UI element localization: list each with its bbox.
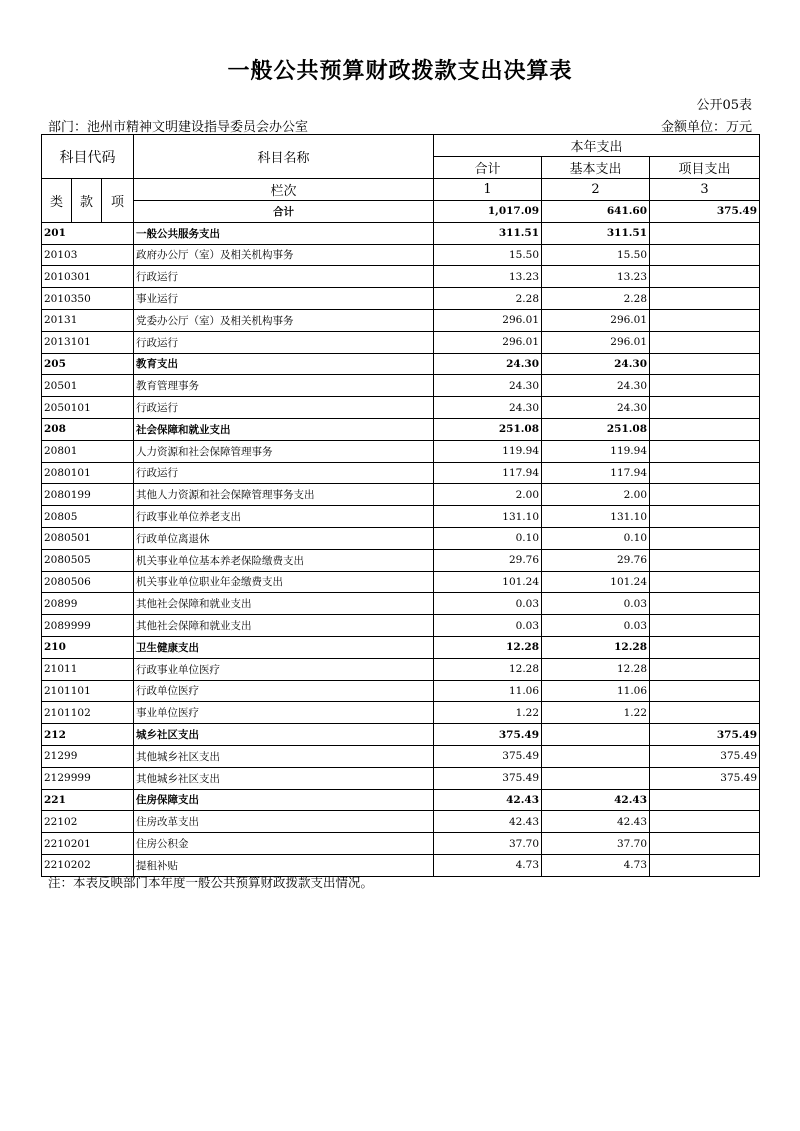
row-code: 2089999 [42, 615, 134, 637]
row-name: 事业运行 [134, 288, 434, 310]
table-row [42, 833, 760, 855]
row-code: 20805 [42, 506, 134, 528]
row-code: 2080199 [42, 484, 134, 506]
total-basic: 641.60 [542, 201, 650, 223]
row-basic: 2.00 [542, 484, 650, 506]
row-total: 2.00 [434, 484, 542, 506]
row-code: 2080505 [42, 549, 134, 571]
table-row [42, 658, 760, 680]
row-code: 2210202 [42, 854, 134, 876]
row-basic: 37.70 [542, 833, 650, 855]
table-row [42, 593, 760, 615]
header-kuan: 款 [72, 179, 102, 223]
header-xiang: 项 [102, 179, 134, 223]
table-row [42, 702, 760, 724]
table-row [42, 680, 760, 702]
row-total: 42.43 [434, 789, 542, 811]
table-row [42, 789, 760, 811]
header-col-3: 3 [650, 179, 760, 201]
row-project [650, 266, 760, 288]
table-row [42, 418, 760, 440]
table-row [42, 462, 760, 484]
total-amount: 1,017.09 [434, 201, 542, 223]
row-code: 2101102 [42, 702, 134, 724]
table-row [42, 222, 760, 244]
row-code: 2010350 [42, 288, 134, 310]
row-basic: 251.08 [542, 418, 650, 440]
row-name: 行政运行 [134, 331, 434, 353]
row-total: 24.30 [434, 375, 542, 397]
department-label: 部门：池州市精神文明建设指导委员会办公室 [48, 120, 309, 135]
row-code: 2210201 [42, 833, 134, 855]
row-basic [542, 767, 650, 789]
row-basic: 0.03 [542, 615, 650, 637]
row-project [650, 833, 760, 855]
row-basic: 117.94 [542, 462, 650, 484]
table-row [42, 440, 760, 462]
row-project [650, 418, 760, 440]
row-total: 15.50 [434, 244, 542, 266]
row-total: 4.73 [434, 854, 542, 876]
row-project [650, 462, 760, 484]
total-project: 375.49 [650, 201, 760, 223]
total-row [42, 201, 760, 223]
header-annual-expense: 本年支出 [434, 135, 760, 157]
row-total: 375.49 [434, 724, 542, 746]
row-code: 221 [42, 789, 134, 811]
row-project [650, 571, 760, 593]
table-row [42, 506, 760, 528]
row-code: 205 [42, 353, 134, 375]
header-project: 项目支出 [650, 157, 760, 179]
row-code: 2050101 [42, 397, 134, 419]
header-col-2: 2 [542, 179, 650, 201]
row-project [650, 331, 760, 353]
row-name: 机关事业单位职业年金缴费支出 [134, 571, 434, 593]
expenditure-table [41, 134, 760, 877]
table-row [42, 811, 760, 833]
row-name: 其他社会保障和就业支出 [134, 615, 434, 637]
row-code: 201 [42, 222, 134, 244]
table-row [42, 309, 760, 331]
table-row [42, 724, 760, 746]
row-basic [542, 745, 650, 767]
row-total: 251.08 [434, 418, 542, 440]
row-total: 42.43 [434, 811, 542, 833]
row-name: 党委办公厅（室）及相关机构事务 [134, 309, 434, 331]
row-basic: 296.01 [542, 331, 650, 353]
row-basic: 101.24 [542, 571, 650, 593]
row-project [650, 702, 760, 724]
row-name: 其他城乡社区支出 [134, 745, 434, 767]
row-code: 20103 [42, 244, 134, 266]
table-row [42, 615, 760, 637]
row-project [650, 375, 760, 397]
row-basic: 119.94 [542, 440, 650, 462]
row-project [650, 527, 760, 549]
header-col-1: 1 [434, 179, 542, 201]
row-total: 119.94 [434, 440, 542, 462]
table-row [42, 571, 760, 593]
row-total: 296.01 [434, 331, 542, 353]
row-code: 2010301 [42, 266, 134, 288]
header-subject-code: 科目代码 [42, 135, 134, 179]
row-code: 21011 [42, 658, 134, 680]
row-name: 住房保障支出 [134, 789, 434, 811]
row-project [650, 549, 760, 571]
row-code: 208 [42, 418, 134, 440]
row-name: 行政单位离退休 [134, 527, 434, 549]
row-total: 13.23 [434, 266, 542, 288]
row-project [650, 854, 760, 876]
row-name: 机关事业单位基本养老保险缴费支出 [134, 549, 434, 571]
row-total: 11.06 [434, 680, 542, 702]
row-total: 131.10 [434, 506, 542, 528]
row-name: 行政单位医疗 [134, 680, 434, 702]
row-project: 375.49 [650, 724, 760, 746]
form-number: 公开05表 [696, 98, 752, 113]
row-basic: 13.23 [542, 266, 650, 288]
row-basic: 12.28 [542, 658, 650, 680]
row-code: 21299 [42, 745, 134, 767]
row-name: 教育支出 [134, 353, 434, 375]
row-basic: 0.10 [542, 527, 650, 549]
table-row [42, 636, 760, 658]
row-basic: 12.28 [542, 636, 650, 658]
row-project [650, 680, 760, 702]
row-name: 住房公积金 [134, 833, 434, 855]
row-name: 城乡社区支出 [134, 724, 434, 746]
row-name: 社会保障和就业支出 [134, 418, 434, 440]
row-total: 24.30 [434, 397, 542, 419]
table-row [42, 288, 760, 310]
table-row [42, 527, 760, 549]
row-name: 事业单位医疗 [134, 702, 434, 724]
row-project [650, 309, 760, 331]
total-label: 合计 [134, 201, 434, 223]
row-name: 一般公共服务支出 [134, 222, 434, 244]
row-code: 2129999 [42, 767, 134, 789]
row-code: 20801 [42, 440, 134, 462]
row-basic: 0.03 [542, 593, 650, 615]
header-subject-name: 科目名称 [134, 135, 434, 179]
row-basic: 42.43 [542, 811, 650, 833]
row-code: 2080506 [42, 571, 134, 593]
page-title: 一般公共预算财政拨款支出决算表 [227, 59, 573, 84]
row-basic: 29.76 [542, 549, 650, 571]
row-total: 12.28 [434, 658, 542, 680]
row-code: 2101101 [42, 680, 134, 702]
row-total: 1.22 [434, 702, 542, 724]
row-name: 教育管理事务 [134, 375, 434, 397]
table-row [42, 244, 760, 266]
row-code: 2080501 [42, 527, 134, 549]
table-row [42, 397, 760, 419]
header-total: 合计 [434, 157, 542, 179]
row-total: 0.10 [434, 527, 542, 549]
row-basic: 2.28 [542, 288, 650, 310]
row-name: 其他城乡社区支出 [134, 767, 434, 789]
row-project: 375.49 [650, 767, 760, 789]
row-total: 37.70 [434, 833, 542, 855]
row-name: 行政事业单位养老支出 [134, 506, 434, 528]
row-basic: 11.06 [542, 680, 650, 702]
row-basic: 311.51 [542, 222, 650, 244]
row-code: 20501 [42, 375, 134, 397]
row-name: 卫生健康支出 [134, 636, 434, 658]
row-total: 101.24 [434, 571, 542, 593]
table-row [42, 331, 760, 353]
table-row [42, 745, 760, 767]
row-project [650, 397, 760, 419]
table-row [42, 353, 760, 375]
row-project [650, 244, 760, 266]
header-lei: 类 [42, 179, 72, 223]
row-code: 22102 [42, 811, 134, 833]
row-total: 0.03 [434, 593, 542, 615]
row-basic: 296.01 [542, 309, 650, 331]
row-name: 提租补贴 [134, 854, 434, 876]
row-name: 其他社会保障和就业支出 [134, 593, 434, 615]
table-row [42, 767, 760, 789]
row-total: 296.01 [434, 309, 542, 331]
row-basic: 4.73 [542, 854, 650, 876]
row-total: 12.28 [434, 636, 542, 658]
row-project [650, 811, 760, 833]
row-basic [542, 724, 650, 746]
row-basic: 15.50 [542, 244, 650, 266]
row-total: 311.51 [434, 222, 542, 244]
row-project [650, 789, 760, 811]
row-code: 2080101 [42, 462, 134, 484]
row-total: 24.30 [434, 353, 542, 375]
row-basic: 24.30 [542, 353, 650, 375]
header-basic: 基本支出 [542, 157, 650, 179]
header-column-no: 栏次 [134, 179, 434, 201]
row-project [650, 636, 760, 658]
row-basic: 24.30 [542, 397, 650, 419]
row-project [650, 288, 760, 310]
row-name: 住房改革支出 [134, 811, 434, 833]
row-code: 210 [42, 636, 134, 658]
row-total: 375.49 [434, 745, 542, 767]
row-name: 政府办公厅（室）及相关机构事务 [134, 244, 434, 266]
table-row [42, 484, 760, 506]
row-basic: 131.10 [542, 506, 650, 528]
row-project [650, 506, 760, 528]
row-project [650, 658, 760, 680]
table-row [42, 266, 760, 288]
table-row [42, 549, 760, 571]
row-project [650, 484, 760, 506]
row-code: 20899 [42, 593, 134, 615]
row-project [650, 222, 760, 244]
row-name: 行政事业单位医疗 [134, 658, 434, 680]
row-basic: 42.43 [542, 789, 650, 811]
table-row [42, 375, 760, 397]
table-note: 注：本表反映部门本年度一般公共预算财政拨款支出情况。 [48, 875, 374, 890]
row-name: 行政运行 [134, 462, 434, 484]
row-name: 其他人力资源和社会保障管理事务支出 [134, 484, 434, 506]
row-code: 212 [42, 724, 134, 746]
row-name: 行政运行 [134, 397, 434, 419]
row-project [650, 440, 760, 462]
row-total: 29.76 [434, 549, 542, 571]
row-project [650, 593, 760, 615]
amount-unit-label: 金额单位：万元 [660, 120, 752, 135]
row-basic: 24.30 [542, 375, 650, 397]
row-project: 375.49 [650, 745, 760, 767]
row-basic: 1.22 [542, 702, 650, 724]
row-total: 0.03 [434, 615, 542, 637]
row-project [650, 353, 760, 375]
row-name: 行政运行 [134, 266, 434, 288]
row-total: 375.49 [434, 767, 542, 789]
row-code: 20131 [42, 309, 134, 331]
row-code: 2013101 [42, 331, 134, 353]
row-name: 人力资源和社会保障管理事务 [134, 440, 434, 462]
row-project [650, 615, 760, 637]
row-total: 117.94 [434, 462, 542, 484]
row-total: 2.28 [434, 288, 542, 310]
